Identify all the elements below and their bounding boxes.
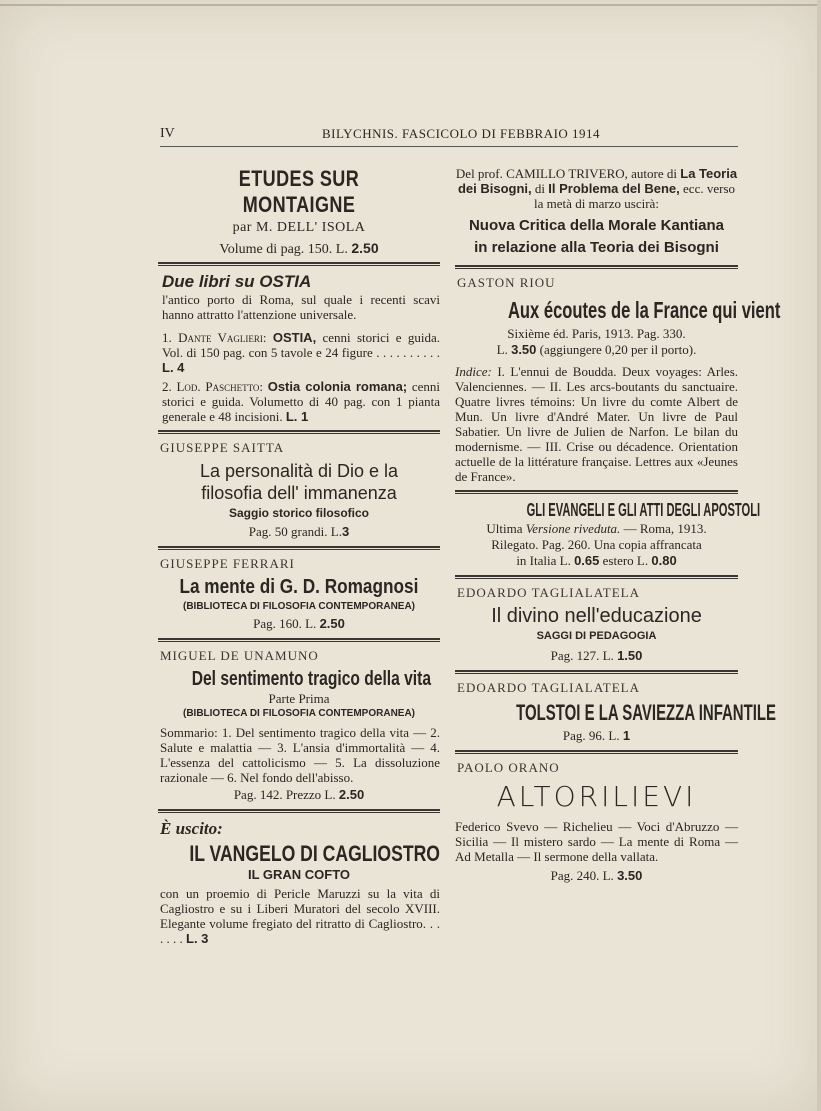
- book-author: MIGUEL DE UNAMUNO: [160, 648, 319, 663]
- ad-montaigne: [158, 166, 440, 258]
- book-author: EDOARDO TAGLIALATELA: [457, 680, 641, 695]
- section-rule: [455, 490, 738, 494]
- ad-unamuno: [158, 648, 440, 803]
- section-rule: [158, 430, 440, 434]
- list-item: 1. Dante Vaglieri: OSTIA, cenni storici e guida. Vol. di 150 pag. con 5 tavole e 24 figure . . . . . . . . . . L. 4: [162, 330, 441, 375]
- left-column: [158, 160, 440, 946]
- price-line: Pag. 160. L. 2.50: [253, 616, 345, 631]
- section-rule: [158, 809, 440, 813]
- book-title: TOLSTOI E LA SAVIEZZA INFANTILE: [516, 700, 777, 725]
- section-rule: [455, 750, 738, 754]
- book-title: ETUDES SUR MONTAIGNE: [238, 166, 360, 217]
- book-author: GASTON RIOU: [457, 275, 556, 290]
- price-label: Volume di pag. 150. L.: [219, 242, 348, 257]
- book-subtitle: Saggio storico filosofico: [228, 506, 369, 520]
- series-name: (BIBLIOTECA DI FILOSOFIA CONTEMPORANEA): [182, 601, 416, 612]
- right-edge: [817, 0, 821, 1111]
- price-line: Pag. 240. L. 3.50: [550, 868, 643, 883]
- running-header: [160, 126, 738, 148]
- book-part: Parte Prima: [268, 691, 330, 706]
- details-text: Ultima Versione riveduta. — Roma, 1913. Rilegato. Pag. 260. Una copia affrancata in Italia L. 0.65 estero L. 0.80: [486, 521, 707, 568]
- section-rule: [455, 265, 738, 269]
- ad-ferrari: [158, 556, 440, 632]
- book-subtitle: IL GRAN COFTO: [247, 867, 351, 882]
- right-column: [455, 160, 781, 884]
- book-title: ALTORILIEVI: [496, 780, 697, 813]
- price-line: Pag. 127. L. 1.50: [550, 648, 643, 663]
- list-item: 2. Lod. Paschetto: Ostia colonia romana; cenni storici e guida. Volumetto di 40 pag. con 1 pianta generale e 48 incisioni. L. 1: [162, 379, 440, 424]
- section-rule: [158, 546, 440, 550]
- section-heading: Due libri su OSTIA: [162, 272, 312, 291]
- section-rule: [455, 575, 738, 579]
- book-author: PAOLO ORANO: [457, 760, 560, 775]
- book-title: Del sentimento tragico della vita: [191, 668, 432, 690]
- contents-text: Federico Svevo — Richelieu — Voci d'Abruzzo — Sicilia — Il mistero sardo — La mente di Roma — Ad Metalla — Il sermone della vallata.: [455, 819, 738, 864]
- book-subtitle: SAGGI DI PEDAGOGIA: [536, 630, 657, 642]
- book-title: La mente di G. D. Romagnosi: [179, 576, 419, 598]
- book-title: GLI EVANGELI E GLI ATTI DEGLI APOSTOLI: [526, 500, 761, 520]
- section-rule: [455, 670, 738, 674]
- ad-divino: [455, 585, 738, 664]
- section-rule: [158, 638, 440, 642]
- index-text: Indice: I. L'ennui de Boudda. Deux voyages: Arles. Valenciennes. — II. Les arcs-boutants du sanctuaire. Quatre livres témoins: Un livre du comte Albert de Mun. Un livre d'André Mater. Un livre de Paul Sabatier. Un livre de Julien de Narfon. Le bilan du modernisme. — III. Crise ou décadence. Orientation actuelle de la littérature française. Lettres aux «Jeunes de France».: [455, 364, 739, 484]
- book-author: par M. DELL' ISOLA: [232, 220, 366, 235]
- page-number: IV: [160, 126, 175, 141]
- ad-ostia: [158, 272, 440, 424]
- ad-cagliostro: [158, 819, 440, 946]
- price-line: Pag. 142. Prezzo L. 2.50: [233, 787, 365, 802]
- journal-title: BILYCHNIS. FASCICOLO DI FEBBRAIO 1914: [322, 126, 601, 141]
- ad-orano: [455, 760, 738, 884]
- section-label: È uscito:: [160, 819, 223, 838]
- book-title: Aux écoutes de la France qui vient: [507, 297, 781, 323]
- section-rule: [158, 262, 440, 266]
- ad-trivero: [455, 166, 738, 259]
- price-line: Pag. 96. L. 1: [562, 728, 631, 743]
- book-title: La personalità di Dio e la filosofia dell' immanenza: [199, 461, 399, 503]
- price-value: 2.50: [351, 240, 379, 256]
- price-line: Pag. 50 grandi. L.3: [248, 524, 350, 539]
- ad-vangeli: [455, 500, 761, 569]
- header-rule: [160, 146, 738, 147]
- summary-text: Sommario: 1. Del sentimento tragico della vita — 2. Salute e malattia — 3. L'ansia d'immortalità — 4. L'essenza del cattolicismo — 5. La dissoluzione razionale — 6. Nel fondo dell'abisso.: [160, 725, 440, 785]
- description-text: con un proemio di Pericle Maruzzi su la vita di Cagliostro e su i Liberi Muratori del secolo XVIII. Elegante volume fregiato del ritratto di Cagliostro. . . . . . . L. 3: [160, 886, 440, 946]
- book-title: Nuova Critica della Morale Kantiana in relazione alla Teoria dei Bisogni: [468, 217, 725, 256]
- book-title: Il divino nell'educazione: [491, 605, 702, 627]
- series-name: (BIBLIOTECA DI FILOSOFIA CONTEMPORANEA): [182, 708, 416, 719]
- ad-riou: [455, 275, 781, 484]
- price-line: [158, 240, 440, 258]
- ad-saitta: [158, 440, 440, 540]
- book-author: GIUSEPPE FERRARI: [160, 556, 295, 571]
- book-title: IL VANGELO DI CAGLIOSTRO: [189, 841, 440, 866]
- announcement-text: Del prof. CAMILLO TRIVERO, autore di La Teoria dei Bisogni, di Il Problema del Bene, ecc. verso la metà di marzo uscirà:: [455, 166, 738, 211]
- book-author: GIUSEPPE SAITTA: [160, 440, 285, 455]
- price-line: L. 3.50 (aggiungere 0,20 per il porto).: [496, 342, 697, 357]
- edition-line: Sixième éd. Paris, 1913. Pag. 330.: [507, 326, 686, 341]
- intro-text: l'antico porto di Roma, sul quale i recenti scavi hanno attratto l'attenzione universale.: [162, 292, 440, 322]
- book-author: EDOARDO TAGLIALATELA: [457, 585, 641, 600]
- top-edge-line: [0, 4, 821, 6]
- ad-tolstoi: [455, 680, 777, 744]
